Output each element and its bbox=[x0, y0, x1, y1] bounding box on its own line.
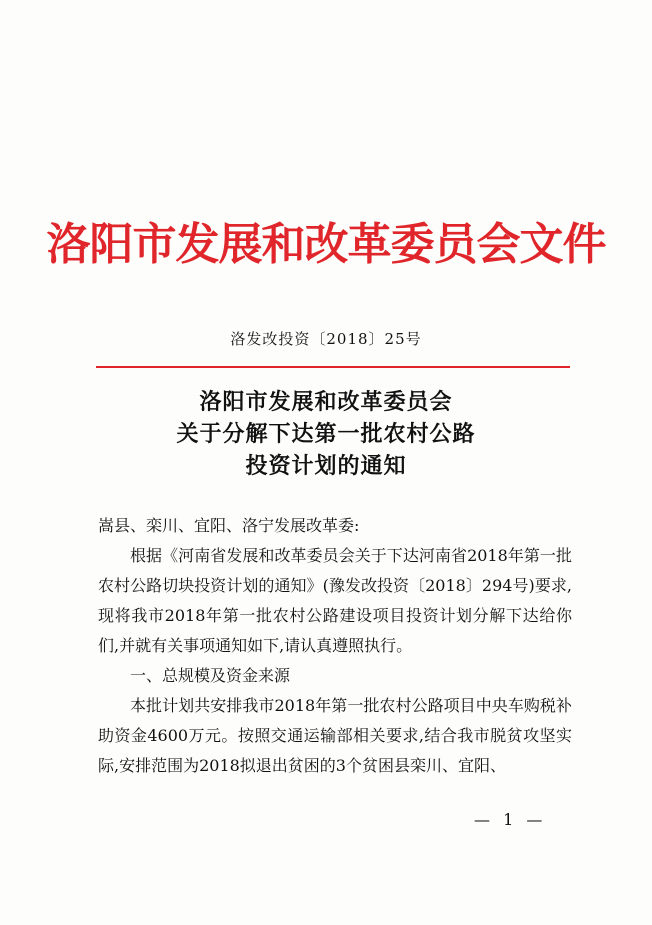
section-heading-1: 一、总规模及资金来源 bbox=[130, 666, 291, 685]
paragraph-1: 根据《河南省发展和改革委员会关于下达河南省2018年第一批农村公路切块投资计划的通知》(豫发改投资〔2018〕294号)要求,现将我市2018年第一批农村公路建设项目投资计划分解下达给你们,并就有关事项通知如下,请认真遵照执行。 bbox=[98, 546, 572, 655]
document-title bbox=[0, 386, 652, 482]
red-divider-line bbox=[96, 366, 570, 368]
salutation: 嵩县、栾川、宜阳、洛宁发展改革委: bbox=[98, 516, 360, 535]
title-line-2: 关于分解下达第一批农村公路 bbox=[176, 421, 476, 447]
document-body bbox=[98, 511, 572, 781]
document-number: 洛发改投资〔2018〕25号 bbox=[230, 330, 422, 348]
paragraph-2: 本批计划共安排我市2018年第一批农村公路项目中央车购税补助资金4600万元。按照交通运输部相关要求,结合我市脱贫攻坚实际,安排范围为2018拟退出贫困的3个贫困县栾川、宜阳、 bbox=[98, 696, 572, 775]
title-line-1: 洛阳市发展和改革委员会 bbox=[199, 389, 453, 415]
page-number: — 1 — bbox=[474, 810, 547, 829]
issuing-authority-header: 洛阳市发展和改革委员会文件 bbox=[46, 219, 606, 270]
title-line-3: 投资计划的通知 bbox=[245, 453, 407, 479]
